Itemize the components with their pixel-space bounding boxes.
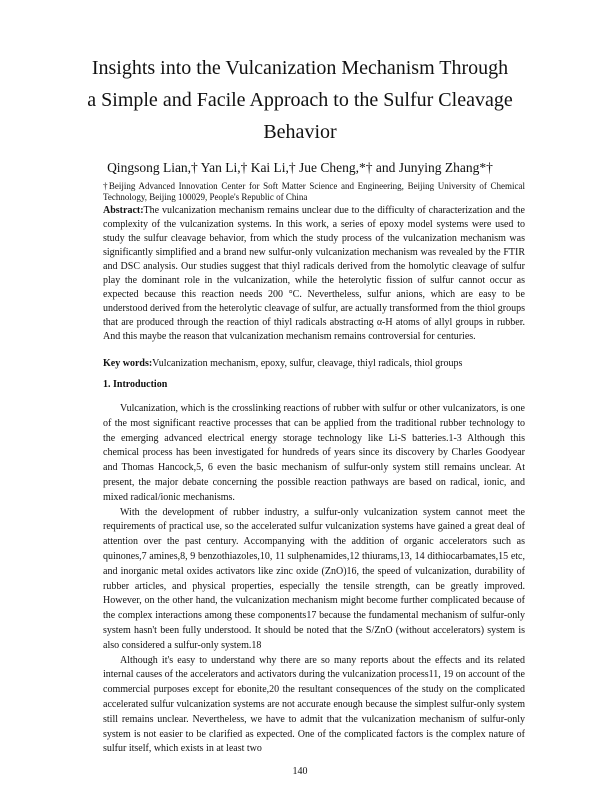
body-text (103, 402, 525, 757)
paper-title (0, 52, 600, 148)
page-number: 140 (292, 766, 308, 777)
paragraph: Although it's easy to understand why there are so many reports about the effects and its related internal causes of the accelerators and activators during the vulcanization process11, 19 on account of the commercial purposes except for ebonite,20 the resultant consequences of the study on the complicated accelerated sulfur vulcanization systems are not accurate enough because the simplest sulfur-only system still remains unclear. Nevertheless, we have to admit that the vulcanization mechanism of sulfur-only system is not easier to be clarified as expected. One of the complicated factors is the complex nature of sulfur itself, which exists in at least two (103, 654, 525, 755)
keywords (103, 357, 533, 371)
section-heading: 1. Introduction (103, 379, 168, 390)
title-line-3: Behavior (263, 121, 337, 143)
keywords-label: Key words: (103, 358, 153, 369)
keywords-text: Vulcanization mechanism, epoxy, sulfur, cleavage, thiyl radicals, thiol groups (152, 358, 463, 369)
title-line-1: Insights into the Vulcanization Mechanism Through (91, 57, 509, 79)
abstract-label: Abstract: (103, 205, 144, 216)
author-list: Qingsong Lian,† Yan Li,† Kai Li,† Jue Cheng,*† and Junying Zhang*† (107, 160, 493, 175)
paragraph: With the development of rubber industry, a sulfur-only vulcanization system cannot meet the requirements of practical use, so the accelerated sulfur vulcanization systems have gained a great deal of attention over the past century. Accompanying with the addition of organic accelerators such as quinones,7 amines,8, 9 benzothiazoles,10, 11 sulphenamides,12 thiurams,13, 14 dithiocarbamates,15 etc, and inorganic metal oxides activators like zinc oxide (ZnO)16, the speed of vulcanization, durability of rubber articles, and physical properties, especially the tensile strength, can be greatly improved. However, on the other hand, the vulcanization mechanism might become further complicated because of the complex interactions among these components17 because the fundamental mechanism of sulfur-only system hasn't been fully understood. It should be noted that the S/ZnO (without accelerators) system is also considered a sulfur-only system.18 (103, 506, 525, 651)
paragraph: Vulcanization, which is the crosslinking reactions of rubber with sulfur or other vulcanizators, is one of the most significant reactive processes that can be applied from the traditional rubber technology to the emerging advanced electrical energy storage technology like Li-S batteries.1-3 Although this chemical process has been investigated for hundreds of years since its discovery by Charles Goodyear and Thomas Hancock,5, 6 even the basic mechanism of sulfur-only system still remains unclear. At present, the major debate concerning the possible reaction pathways are based on radical, ionic, and mixed radical/ionic mechanisms. (103, 403, 525, 503)
affiliation: †Beijing Advanced Innovation Center for Soft Matter Science and Engineering, Beijing University of Chemical Technology, Beijing 100029, People's Republic of China (103, 181, 525, 202)
abstract-text: The vulcanization mechanism remains unclear due to the difficulty of characterization and the complexity of the vulcanization systems. In this work, a series of epoxy model systems were used to study the sulfur cleavage behavior, from which the study process of the vulcanization mechanism was significantly simplified and a brand new sulfur-only vulcanization mechanism was revealed by the FTIR and DSC analysis. Our studies suggest that thiyl radicals derived from the homolytic cleavage of sulfur play the dominant role in the vulcanization, while the heterolytic fission of sulfur cannot occur as expected because this reaction needs 200 °C. Nevertheless, sulfur anions, which are easy to be understood derived from the heterolytic cleavage of sulfur, are actually transformed from the thiol groups that are produced through the reaction of thiyl radicals abstracting α-H atoms of allyl groups in rubber. And this maybe the reason that vulcanization mechanism remains controversial for centuries. (103, 205, 525, 342)
title-line-2: a Simple and Facile Approach to the Sulfur Cleavage (87, 89, 513, 111)
abstract (103, 204, 525, 344)
